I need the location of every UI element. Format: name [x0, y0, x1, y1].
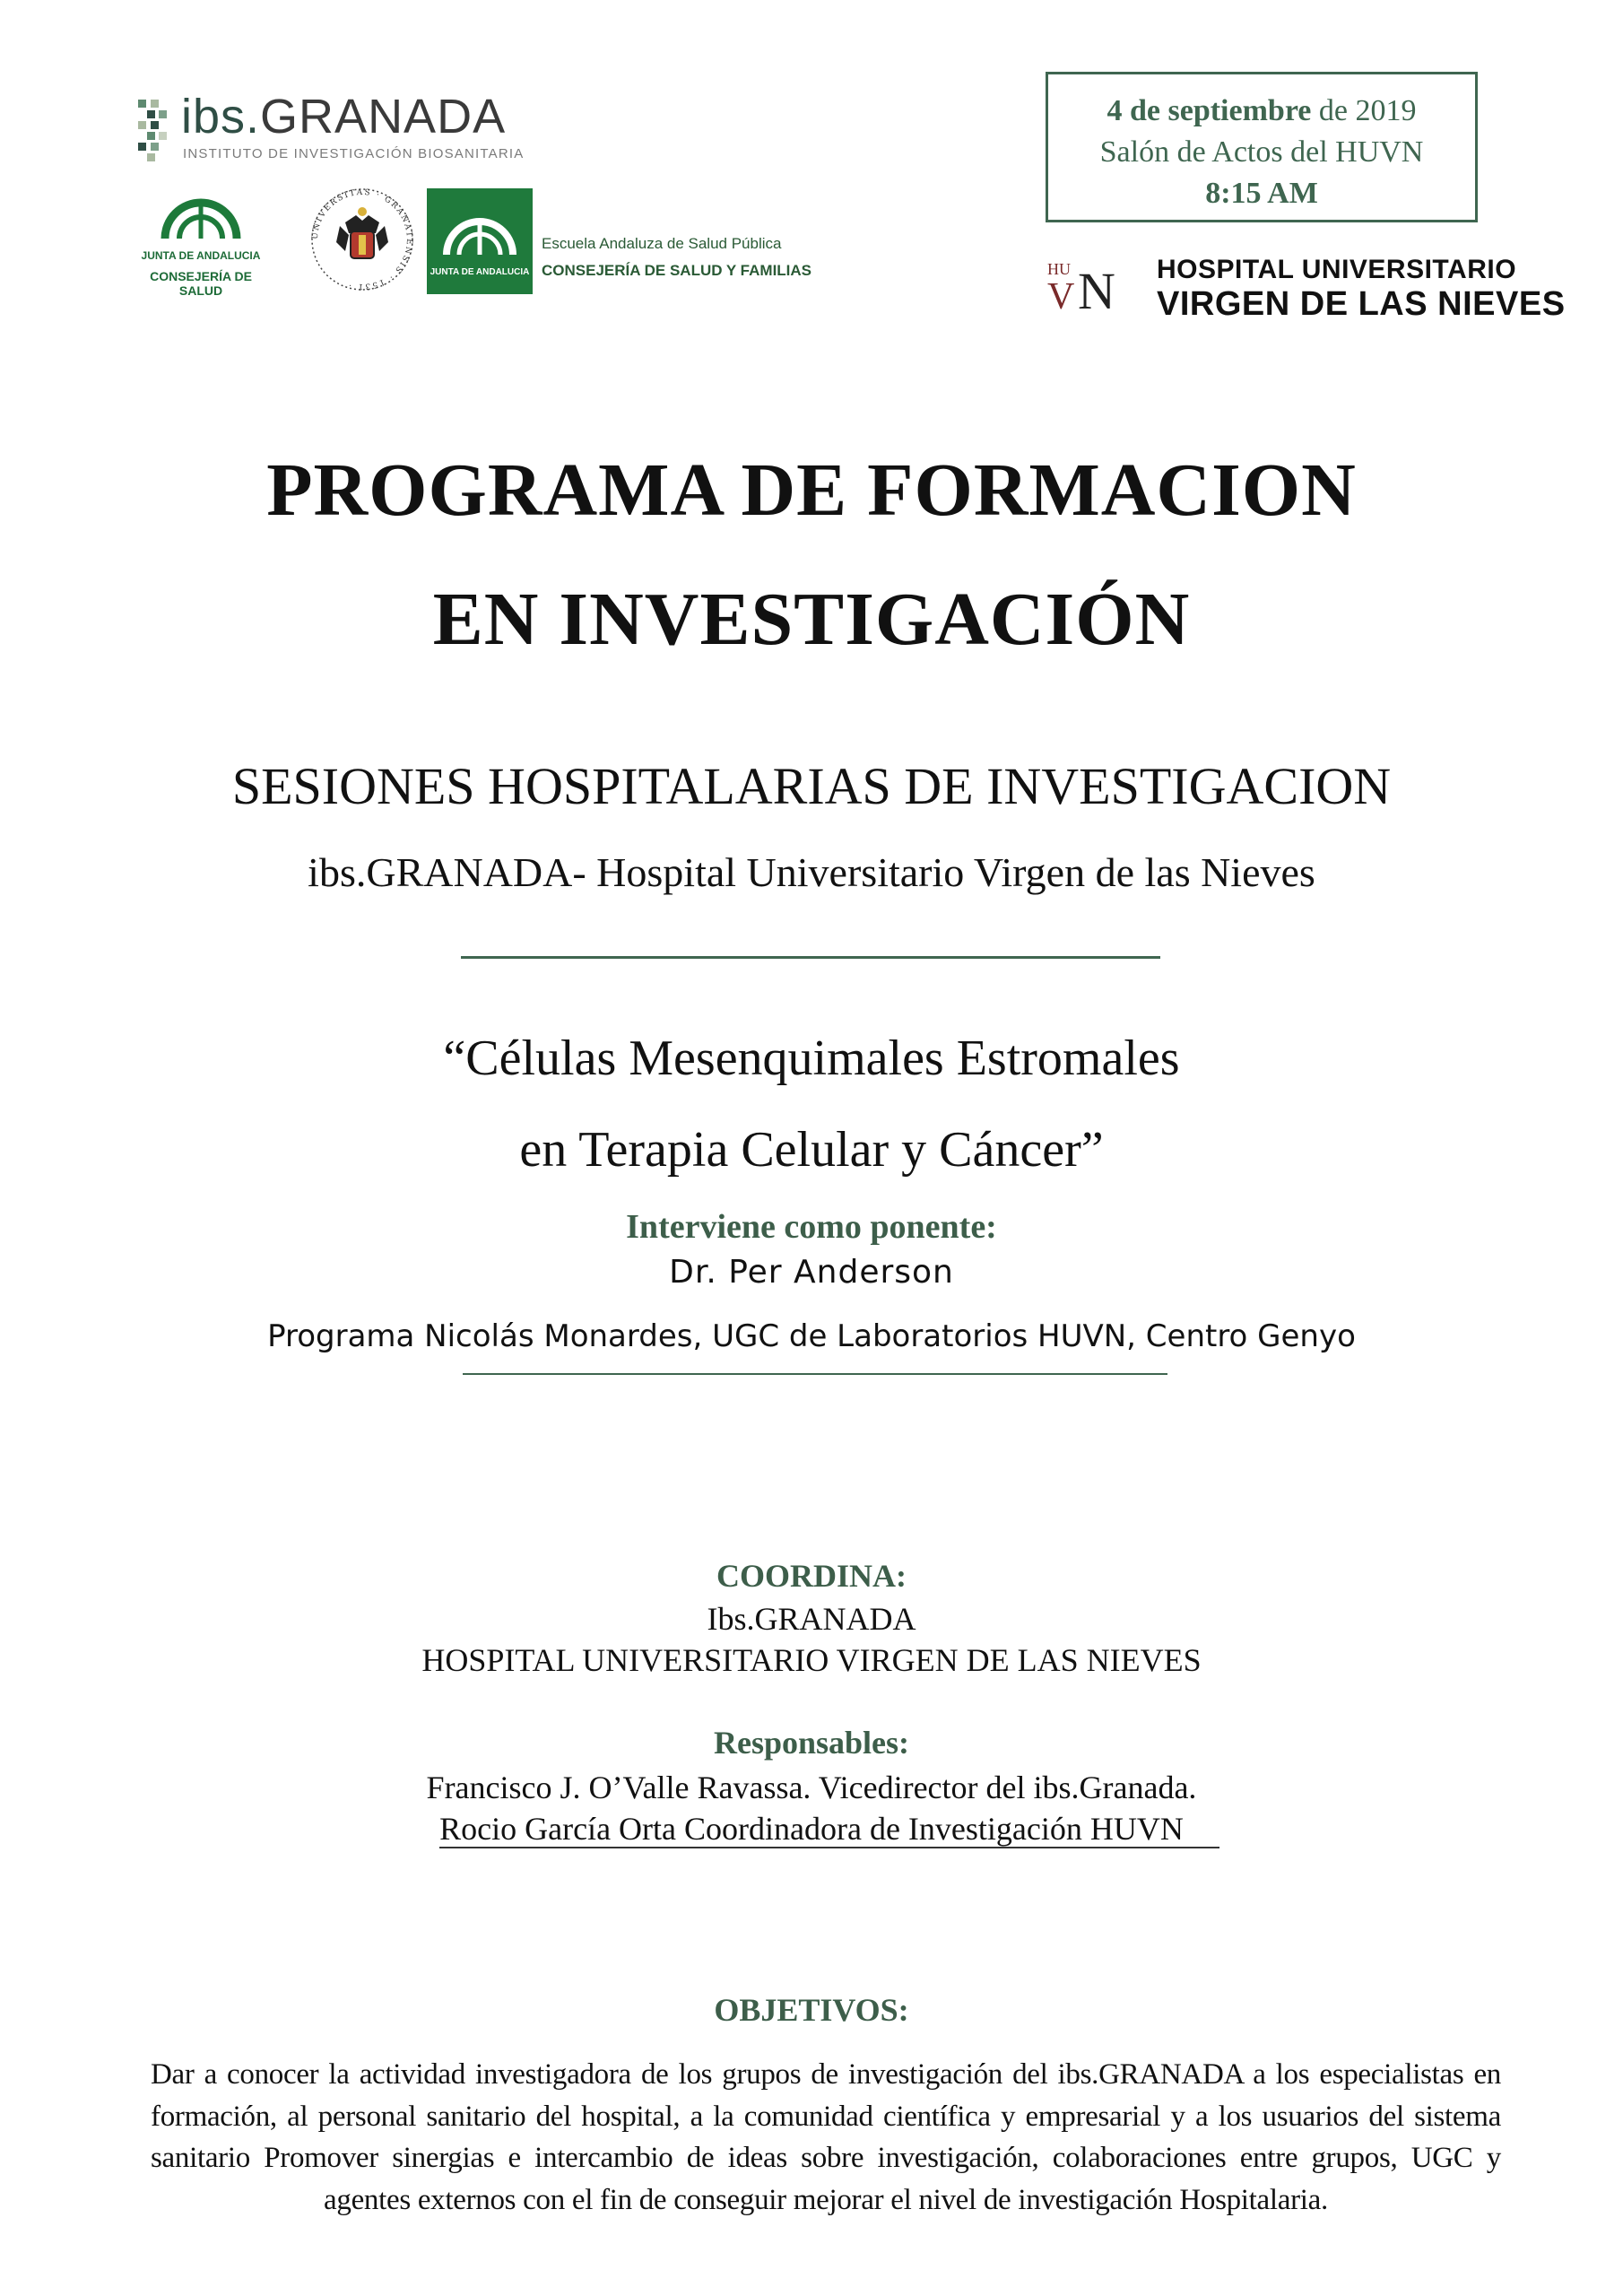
speaker-name: Dr. Per Anderson	[669, 1254, 954, 1291]
hospital-name-line2: VIRGEN DE LAS NIEVES	[1157, 285, 1566, 323]
event-date	[1048, 94, 1475, 128]
talk-title-line2: en Terapia Celular y Cáncer”	[519, 1122, 1104, 1178]
ibs-dna-icon	[135, 98, 174, 162]
svg-text:UNIVERSITAS · GRANATENSIS · 15: UNIVERSITAS · GRANATENSIS · 1531 ·	[310, 187, 414, 291]
junta-label: JUNTA DE ANDALUCIA	[141, 249, 261, 262]
event-date-year: de 2019	[1311, 94, 1417, 127]
junta-arch-icon	[156, 179, 246, 244]
organizers-heading: ibs.GRANADA- Hospital Universitario Virgen de las Nieves	[308, 849, 1315, 895]
consejeria-salud-familias-label: CONSEJERÍA DE SALUD Y FAMILIAS	[542, 262, 812, 279]
coordination-line2: HOSPITAL UNIVERSITARIO VIRGEN DE LAS NIEVES	[421, 1642, 1202, 1678]
consejeria-label: CONSEJERÍA DE SALUD	[150, 269, 252, 298]
sessions-heading: SESIONES HOSPITALARIAS DE INVESTIGACION	[231, 757, 1392, 815]
ibs-prefix: ibs.	[181, 90, 261, 144]
responsible-1: Francisco J. O’Valle Ravassa. Vicedirector del ibs.Granada.	[426, 1770, 1197, 1805]
huvn-monogram-icon	[1047, 257, 1137, 316]
svg-text:N: N	[1078, 262, 1115, 316]
objectives-label: OBJETIVOS:	[714, 1992, 909, 2028]
event-time: 8:15 AM	[1205, 177, 1318, 210]
objectives-text: Dar a conocer la actividad investigadora de los grupos de investigación del ibs.GRANADA a los especialistas en formación, al personal sanitario del hospital, a la comunidad científica y empresarial y a los usuarios del sistema sanitario Promover sinergias e intercambio de ideas sobre investigación, colaboraciones entre grupos, UGC y agentes externos con el fin de conseguir mejorar el nivel de investigación Hospitalaria.	[151, 2058, 1501, 2216]
event-venue: Salón de Actos del HUVN	[1099, 135, 1424, 169]
ibs-subtitle: INSTITUTO DE INVESTIGACIÓN BIOSANITARIA	[183, 146, 525, 161]
event-date-day: 4 de septiembre	[1107, 94, 1312, 127]
ibs-granada-logo	[135, 90, 547, 166]
ibs-brand-name	[181, 89, 506, 144]
junta-arch-white-icon	[439, 199, 520, 262]
coordination-label: COORDINA:	[716, 1558, 907, 1594]
page-title-line2: EN INVESTIGACIÓN	[432, 578, 1191, 661]
divider	[439, 1847, 1219, 1848]
ibs-granada-text: GRANADA	[260, 90, 507, 144]
responsible-2: Rocio García Orta Coordinadora de Investigación HUVN	[439, 1811, 1184, 1847]
coordination-line1: Ibs.GRANADA	[707, 1601, 916, 1637]
hospital-logo	[1047, 253, 1566, 325]
svg-text:V: V	[1047, 276, 1075, 316]
divider	[461, 956, 1160, 959]
speaker-affiliation: Programa Nicolás Monardes, UGC de Laboratorios HUVN, Centro Genyo	[267, 1318, 1356, 1354]
talk-title-line1: “Células Mesenquimales Estromales	[443, 1031, 1180, 1086]
speaker-label: Interviene como ponente:	[626, 1208, 997, 1246]
easp-label: Escuela Andaluza de Salud Pública	[542, 235, 782, 252]
page-title-line1: PROGRAMA DE FORMACION	[266, 448, 1357, 532]
divider	[463, 1373, 1167, 1375]
junta-green-box-logo	[427, 188, 533, 294]
responsibles-label: Responsables:	[713, 1725, 910, 1761]
university-seal-icon	[309, 179, 415, 303]
junta-box-label: JUNTA DE ANDALUCIA	[430, 267, 530, 277]
event-info-box	[1046, 72, 1478, 222]
junta-andalucia-logo	[133, 179, 269, 298]
svg-text:HU: HU	[1047, 260, 1071, 278]
hospital-name-line1: HOSPITAL UNIVERSITARIO	[1157, 255, 1517, 284]
